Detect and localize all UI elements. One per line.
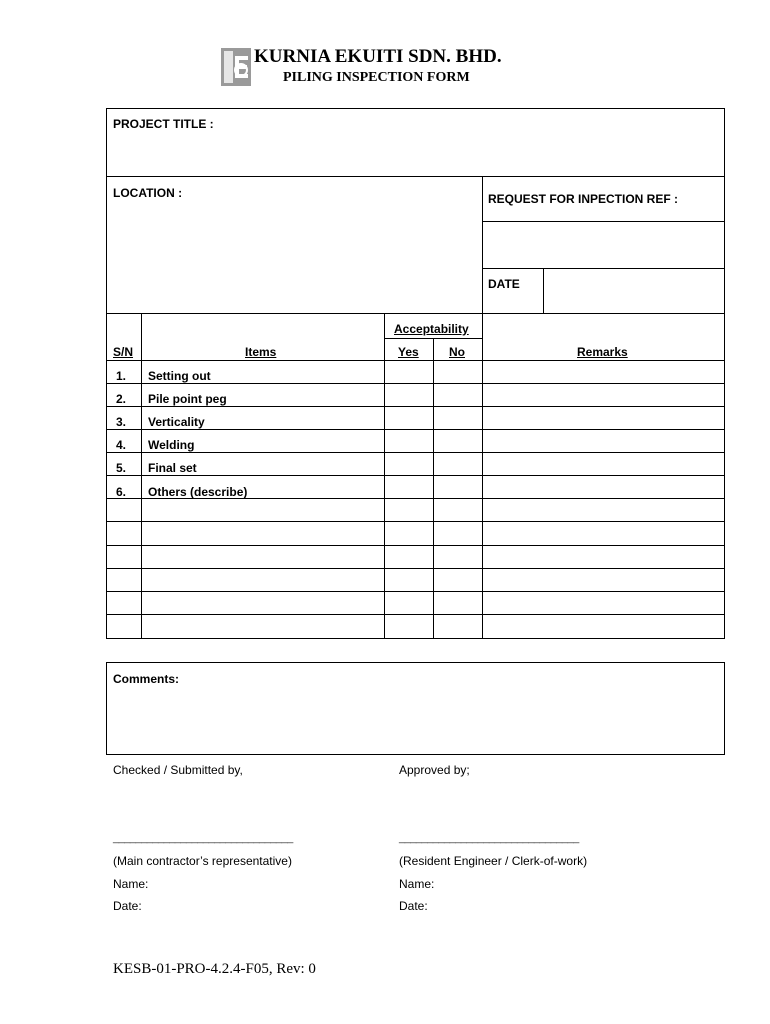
date-field[interactable] xyxy=(545,270,723,312)
row-sn: 6. xyxy=(116,485,127,499)
row-sn: 5. xyxy=(116,461,127,475)
name-label: Name: xyxy=(399,877,435,891)
checked-by-label: Checked / Submitted by, xyxy=(113,763,243,777)
project-title-field[interactable] xyxy=(108,110,723,174)
resident-engineer-role: (Resident Engineer / Clerk-of-work) xyxy=(399,854,588,868)
row-sn: 4. xyxy=(116,438,127,452)
signature-line: ________________________________ xyxy=(113,832,293,844)
acceptability-header: Acceptability xyxy=(394,322,469,336)
main-contractor-role: (Main contractor’s representative) xyxy=(113,854,292,868)
row-item: Pile point peg xyxy=(148,392,227,406)
comments-label: Comments: xyxy=(113,672,180,686)
row-sn: 3. xyxy=(116,415,127,429)
yes-header: Yes xyxy=(398,345,419,359)
form-title: PILING INSPECTION FORM xyxy=(283,70,470,85)
location-label: LOCATION : xyxy=(113,186,183,200)
date-sign-label: Date: xyxy=(113,899,142,913)
document-code: KESB-01-PRO-4.2.4-F05, Rev: 0 xyxy=(113,961,316,977)
date-label: DATE xyxy=(488,277,520,291)
row-item: Final set xyxy=(148,461,197,475)
project-title-label: PROJECT TITLE : xyxy=(113,117,214,131)
name-label: Name: xyxy=(113,877,149,891)
row-sn: 1. xyxy=(116,369,127,383)
comments-field[interactable] xyxy=(108,690,723,752)
no-header: No xyxy=(449,345,465,359)
sn-header: S/N xyxy=(113,345,134,359)
row-item: Welding xyxy=(148,438,195,452)
company-name: KURNIA EKUITI SDN. BHD. xyxy=(254,46,502,67)
row-sn: 2. xyxy=(116,392,127,406)
signature-line: ________________________________ xyxy=(399,832,579,844)
row-item: Others (describe) xyxy=(148,485,248,499)
request-ref-field[interactable] xyxy=(484,223,723,267)
approved-by-label: Approved by; xyxy=(399,763,470,777)
row-item: Verticality xyxy=(148,415,205,429)
row-item: Setting out xyxy=(148,369,211,383)
remarks-header: Remarks xyxy=(577,345,628,359)
company-logo xyxy=(221,48,251,86)
request-ref-label: REQUEST FOR INPECTION REF : xyxy=(488,192,679,206)
date-sign-label: Date: xyxy=(399,899,428,913)
location-field[interactable] xyxy=(108,178,480,312)
items-header: Items xyxy=(245,345,277,359)
